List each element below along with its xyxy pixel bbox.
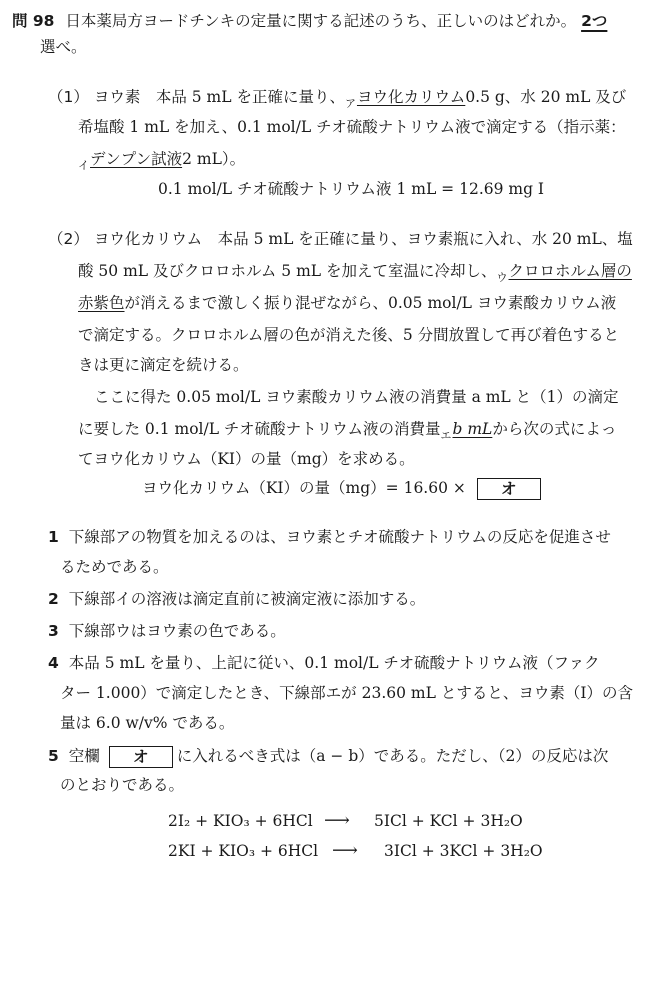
underline-marker-u: ウ: [496, 271, 508, 284]
reaction-1-lhs: 2I₂ + KIO₃ + 6HCl: [168, 812, 313, 830]
section1-text: 0.5 g、水 20 mL 及び: [465, 88, 627, 106]
option-3: [48, 624, 286, 640]
option-text: 下線部イの溶液は滴定直前に被滴定液に添加する。: [68, 590, 426, 608]
underlined-chloroform-layer: クロロホルム層の: [508, 262, 632, 280]
section2-text: が消えるまで激しく振り混ぜながら、0.05 mol/L ヨウ素酸カリウム液: [124, 294, 617, 312]
section2-line4: で滴定する。クロロホルム層の色が消えた後、5 分間放置して再び着色すると: [78, 326, 620, 344]
answer-count: 2つ: [581, 12, 608, 30]
option-text: 本品 5 mL を量り、上記に従い、0.1 mol/L チオ硫酸ナトリウム液（ファク: [68, 654, 600, 672]
section2-text: 酸 50 mL 及びクロロホルム 5 mL を加えて室温に冷却し、: [78, 262, 497, 280]
reaction-2-rhs: 3ICl + 3KCl + 3H₂O: [384, 842, 543, 860]
option-4: [48, 656, 600, 672]
section2-line1: [48, 232, 633, 248]
section2-text: から次の式によっ: [492, 420, 617, 438]
option-text: 下線部ウはヨウ素の色である。: [68, 622, 286, 640]
option-4-line2: ター 1.000）で滴定したとき、下線部エが 23.60 mL とすると、ヨウ素（I）の含: [60, 684, 633, 702]
formula-text: ヨウ化カリウム（KI）の量（mg）= 16.60 ×: [142, 479, 466, 497]
underlined-potassium-iodide: ヨウ化カリウム: [356, 88, 466, 106]
option-4-line3: 量は 6.0 w/v% である。: [60, 714, 235, 732]
option-5: [48, 746, 608, 768]
question-number: 問 98: [12, 12, 55, 30]
formula: [142, 478, 541, 500]
underlined-starch-ts: デンプン試液: [90, 150, 183, 168]
option-number: 3: [48, 622, 59, 640]
underline-marker-i: イ: [78, 159, 89, 172]
section2-line6: ここに得た 0.05 mol/L ヨウ素酸カリウム液の消費量 a mL と（1）の滴定: [94, 388, 619, 406]
question-stem-line2: 選べ。: [40, 38, 87, 56]
section1-text: ヨウ素 本品 5 mL を正確に量り、: [93, 88, 345, 106]
section2-line7: [78, 420, 617, 442]
section2-label: （2）: [48, 230, 89, 248]
section2-line8: てヨウ化カリウム（KI）の量（mg）を求める。: [78, 450, 415, 468]
blank-box-o: オ: [109, 746, 173, 768]
option-1: [48, 530, 611, 546]
section2-line2: [78, 262, 632, 284]
option-number: 4: [48, 654, 59, 672]
option-1-line2: るためである。: [60, 558, 169, 576]
option-5-line2: のとおりである。: [60, 776, 185, 794]
option-text: に入れるべき式は（a − b）である。ただし、（2）の反応は次: [176, 747, 609, 765]
underline-marker-e: エ: [440, 429, 452, 442]
section1-text: 2 mL）。: [182, 150, 246, 168]
section1-label: （1）: [48, 88, 89, 106]
option-text: 空欄: [68, 747, 100, 765]
option-text: 下線部アの物質を加えるのは、ヨウ素とチオ硫酸ナトリウムの反応を促進させ: [68, 528, 611, 546]
option-number: 1: [48, 528, 59, 546]
section1-line2: 希塩酸 1 mL を加え、0.1 mol/L チオ硫酸ナトリウム液で滴定する（指示薬：: [78, 118, 626, 136]
section1-line3: [78, 150, 246, 172]
blank-box-o: オ: [477, 478, 541, 500]
question-stem: 日本薬局方ヨードチンキの定量に関する記述のうち、正しいのはどれか。: [65, 12, 577, 30]
reaction-1-rhs: 5ICl + KCl + 3H₂O: [374, 812, 523, 830]
section2-line5: きは更に滴定を続ける。: [78, 356, 249, 374]
section1-line1: [48, 88, 627, 110]
question-header: [12, 14, 607, 30]
reaction-2-arrow: ⟶: [332, 840, 358, 861]
option-2: [48, 592, 425, 608]
section2-text: に要した 0.1 mol/L チオ硫酸ナトリウム液の消費量: [78, 420, 441, 438]
option-number: 2: [48, 590, 59, 608]
reaction-2-lhs: 2KI + KIO₃ + 6HCl: [168, 842, 319, 860]
underline-marker-a: ア: [344, 97, 356, 110]
section1-equivalence: 0.1 mol/L チオ硫酸ナトリウム液 1 mL = 12.69 mg I: [158, 180, 545, 198]
section2-text: ヨウ化カリウム 本品 5 mL を正確に量り、ヨウ素瓶に入れ、水 20 mL、塩: [93, 230, 633, 248]
reaction-1-arrow: ⟶: [324, 810, 350, 831]
underlined-b-ml: b mL: [452, 420, 493, 438]
section2-line3: [78, 296, 616, 312]
option-number: 5: [48, 747, 59, 765]
underlined-red-purple: 赤紫色: [78, 294, 125, 312]
